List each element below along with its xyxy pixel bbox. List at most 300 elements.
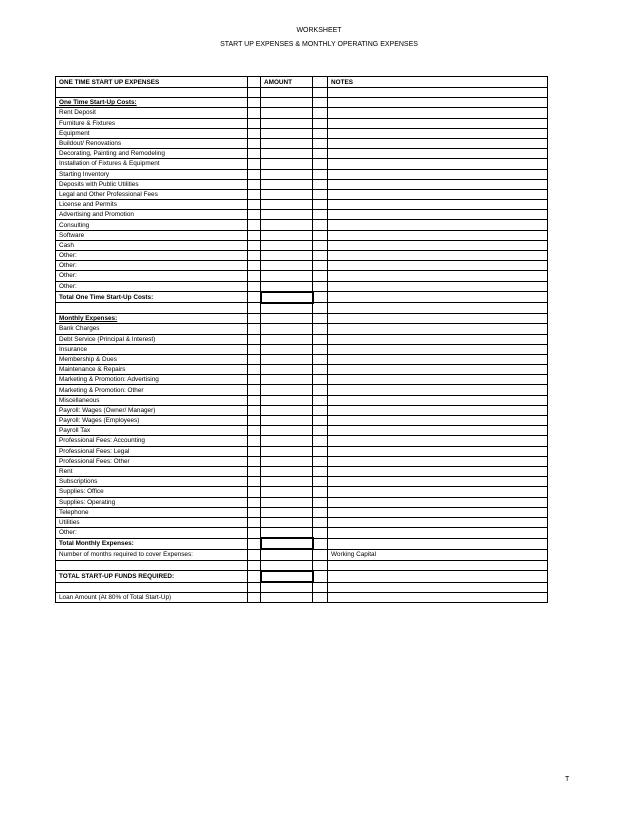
amount-cell[interactable] xyxy=(261,210,313,220)
notes-cell[interactable] xyxy=(328,271,548,281)
spacer-cell xyxy=(313,466,328,476)
row-label: One Time Start-Up Costs: xyxy=(56,98,248,108)
spacer-cell xyxy=(313,281,328,292)
row-label: Marketing & Promotion: Other xyxy=(56,385,248,395)
table-row xyxy=(56,528,548,539)
row-label: Loan Amount (At 80% of Total Start-Up) xyxy=(56,593,248,603)
amount-cell[interactable] xyxy=(261,189,313,199)
spacer-cell xyxy=(248,179,261,189)
spacer-cell xyxy=(248,292,261,303)
amount-cell[interactable] xyxy=(261,230,313,240)
notes-cell[interactable] xyxy=(328,571,548,582)
table-row xyxy=(56,108,548,118)
row-label: Professional Fees: Other xyxy=(56,456,248,466)
notes-cell[interactable] xyxy=(328,230,548,240)
table-row xyxy=(56,456,548,466)
spacer-cell xyxy=(313,303,328,314)
amount-cell[interactable] xyxy=(261,261,313,271)
row-label: Membership & Dues xyxy=(56,354,248,364)
spacer-cell xyxy=(313,497,328,507)
amount-cell[interactable] xyxy=(261,582,313,593)
table-row xyxy=(56,436,548,446)
spacer-cell xyxy=(248,405,261,415)
spacer-cell xyxy=(313,487,328,497)
spacer-cell xyxy=(248,240,261,250)
table-row xyxy=(56,426,548,436)
notes-cell[interactable] xyxy=(328,528,548,539)
table-row xyxy=(56,571,548,582)
spacer-cell xyxy=(313,98,328,108)
spacer-cell xyxy=(313,138,328,148)
amount-cell[interactable] xyxy=(261,314,313,324)
row-label: Bank Charges xyxy=(56,324,248,334)
table-row xyxy=(56,271,548,281)
amount-cell[interactable] xyxy=(261,560,313,571)
spacer-cell xyxy=(313,538,328,549)
row-label: Telephone xyxy=(56,507,248,517)
row-label: Supplies: Office xyxy=(56,487,248,497)
table-row xyxy=(56,220,548,230)
row-label: Number of months required to cover Expenses: xyxy=(56,549,248,560)
spacer-cell xyxy=(313,261,328,271)
notes-cell[interactable] xyxy=(328,303,548,314)
table-row xyxy=(56,497,548,507)
spacer-cell xyxy=(248,220,261,230)
notes-cell[interactable] xyxy=(328,497,548,507)
table-row xyxy=(56,354,548,364)
table-row xyxy=(56,118,548,128)
amount-cell[interactable] xyxy=(261,497,313,507)
table-row xyxy=(56,149,548,159)
amount-cell[interactable] xyxy=(261,220,313,230)
spacer-cell xyxy=(313,200,328,210)
amount-cell[interactable] xyxy=(261,395,313,405)
spacer-cell xyxy=(248,466,261,476)
spacer-cell xyxy=(313,179,328,189)
row-label: TOTAL START-UP FUNDS REQUIRED: xyxy=(56,571,248,582)
spacer-cell xyxy=(248,169,261,179)
amount-cell[interactable] xyxy=(261,405,313,415)
table-row xyxy=(56,159,548,169)
table-row xyxy=(56,582,548,593)
spacer-cell xyxy=(248,517,261,527)
row-label xyxy=(56,303,248,314)
spacer-cell xyxy=(248,324,261,334)
spacer-cell xyxy=(313,77,328,88)
spacer-cell xyxy=(313,405,328,415)
spacer-cell xyxy=(248,98,261,108)
amount-cell[interactable] xyxy=(261,281,313,292)
spacer-cell xyxy=(313,571,328,582)
amount-cell[interactable] xyxy=(261,517,313,527)
spacer-cell xyxy=(313,108,328,118)
worksheet-title: WORKSHEET xyxy=(296,27,342,34)
notes-cell[interactable] xyxy=(328,281,548,292)
row-label: Miscellaneous xyxy=(56,395,248,405)
row-label: Equipment xyxy=(56,128,248,138)
spacer-cell xyxy=(248,477,261,487)
spacer-cell xyxy=(313,118,328,128)
row-label: Other: xyxy=(56,528,248,539)
amount-cell[interactable] xyxy=(261,98,313,108)
spacer-cell xyxy=(248,456,261,466)
notes-cell[interactable] xyxy=(328,477,548,487)
spacer-cell xyxy=(248,281,261,292)
spacer-cell xyxy=(313,477,328,487)
table-row xyxy=(56,324,548,334)
spacer-cell xyxy=(248,593,261,603)
spacer-cell xyxy=(248,149,261,159)
spacer-cell xyxy=(248,200,261,210)
spacer-cell xyxy=(313,334,328,344)
notes-cell[interactable] xyxy=(328,200,548,210)
spacer-cell xyxy=(248,416,261,426)
notes-cell[interactable] xyxy=(328,292,548,303)
row-label: Subscriptions xyxy=(56,477,248,487)
amount-cell[interactable] xyxy=(261,549,313,560)
spacer-cell xyxy=(313,159,328,169)
row-label: Insurance xyxy=(56,344,248,354)
row-label: Payroll: Wages (Employees) xyxy=(56,416,248,426)
table-row xyxy=(56,303,548,314)
row-label: Debt Service (Principal & Interest) xyxy=(56,334,248,344)
notes-cell[interactable] xyxy=(328,395,548,405)
spacer-cell xyxy=(313,528,328,539)
spacer-cell xyxy=(248,108,261,118)
row-label: Deposits with Public Utilities xyxy=(56,179,248,189)
spacer-cell xyxy=(248,507,261,517)
amount-cell[interactable] xyxy=(261,303,313,314)
spacer-cell xyxy=(248,77,261,88)
notes-cell[interactable] xyxy=(328,138,548,148)
spacer-cell xyxy=(313,251,328,261)
column-header-notes: NOTES xyxy=(328,77,548,88)
notes-cell[interactable] xyxy=(328,189,548,199)
spacer-cell xyxy=(248,210,261,220)
row-label: Advertising and Promotion xyxy=(56,210,248,220)
spacer-cell xyxy=(248,487,261,497)
table-row xyxy=(56,200,548,210)
notes-cell[interactable] xyxy=(328,169,548,179)
row-label: Professional Fees: Accounting xyxy=(56,436,248,446)
amount-cell[interactable] xyxy=(261,128,313,138)
amount-cell[interactable] xyxy=(261,138,313,148)
spacer-cell xyxy=(248,560,261,571)
row-label: Starting Inventory xyxy=(56,169,248,179)
column-header-label: ONE TIME START UP EXPENSES xyxy=(56,77,248,88)
total-amount-cell[interactable] xyxy=(261,571,313,582)
row-label: License and Permits xyxy=(56,200,248,210)
notes-cell[interactable] xyxy=(328,426,548,436)
notes-cell[interactable] xyxy=(328,365,548,375)
notes-cell[interactable] xyxy=(328,108,548,118)
notes-cell[interactable] xyxy=(328,538,548,549)
table-row xyxy=(56,281,548,292)
table-row xyxy=(56,240,548,250)
row-label: Supplies: Operating xyxy=(56,497,248,507)
table-row xyxy=(56,517,548,527)
total-amount-cell[interactable] xyxy=(261,292,313,303)
spacer-cell xyxy=(248,251,261,261)
amount-cell[interactable] xyxy=(261,354,313,364)
spacer-cell xyxy=(248,314,261,324)
amount-cell[interactable] xyxy=(261,240,313,250)
spacer-cell xyxy=(313,271,328,281)
table-row xyxy=(56,88,548,98)
table-row xyxy=(56,385,548,395)
notes-cell[interactable] xyxy=(328,582,548,593)
notes-cell[interactable] xyxy=(328,240,548,250)
row-label xyxy=(56,582,248,593)
spacer-cell xyxy=(313,582,328,593)
spacer-cell xyxy=(248,549,261,560)
amount-cell[interactable] xyxy=(261,334,313,344)
row-label: Utilities xyxy=(56,517,248,527)
spacer-cell xyxy=(313,426,328,436)
table-row xyxy=(56,375,548,385)
table-row xyxy=(56,477,548,487)
amount-cell[interactable] xyxy=(261,593,313,603)
spacer-cell xyxy=(313,593,328,603)
amount-cell[interactable] xyxy=(261,200,313,210)
table-row xyxy=(56,405,548,415)
notes-cell[interactable] xyxy=(328,385,548,395)
amount-cell[interactable] xyxy=(261,528,313,539)
table-row xyxy=(56,189,548,199)
table-row xyxy=(56,365,548,375)
spacer-cell xyxy=(313,385,328,395)
row-label: Legal and Other Professional Fees xyxy=(56,189,248,199)
table-row xyxy=(56,314,548,324)
row-label: Other: xyxy=(56,281,248,292)
row-label: Other: xyxy=(56,261,248,271)
spacer-cell xyxy=(313,436,328,446)
amount-cell[interactable] xyxy=(261,456,313,466)
row-label: Total One Time Start-Up Costs: xyxy=(56,292,248,303)
table-row xyxy=(56,446,548,456)
amount-cell[interactable] xyxy=(261,88,313,98)
table-row xyxy=(56,416,548,426)
spacer-cell xyxy=(248,528,261,539)
spacer-cell xyxy=(313,169,328,179)
spacer-cell xyxy=(313,189,328,199)
notes-cell[interactable] xyxy=(328,487,548,497)
expense-worksheet-table xyxy=(55,76,548,603)
notes-cell[interactable] xyxy=(328,220,548,230)
notes-cell[interactable] xyxy=(328,159,548,169)
row-label xyxy=(56,88,248,98)
row-label: Rent xyxy=(56,466,248,476)
notes-cell[interactable] xyxy=(328,405,548,415)
table-row xyxy=(56,549,548,560)
spacer-cell xyxy=(313,456,328,466)
table-row xyxy=(56,261,548,271)
table-row xyxy=(56,179,548,189)
spacer-cell xyxy=(313,230,328,240)
spacer-cell xyxy=(313,354,328,364)
table-row xyxy=(56,538,548,549)
spacer-cell xyxy=(313,240,328,250)
row-label: Monthly Expenses: xyxy=(56,314,248,324)
row-label: Other: xyxy=(56,271,248,281)
row-label: Professional Fees: Legal xyxy=(56,446,248,456)
spacer-cell xyxy=(313,560,328,571)
amount-cell[interactable] xyxy=(261,426,313,436)
amount-cell[interactable] xyxy=(261,507,313,517)
row-label: Payroll: Wages (Owner/ Manager) xyxy=(56,405,248,415)
amount-cell[interactable] xyxy=(261,344,313,354)
spacer-cell xyxy=(248,538,261,549)
notes-cell[interactable] xyxy=(328,261,548,271)
row-label: Payroll Tax xyxy=(56,426,248,436)
notes-cell[interactable] xyxy=(328,251,548,261)
spacer-cell xyxy=(248,128,261,138)
notes-cell[interactable] xyxy=(328,88,548,98)
table-row xyxy=(56,344,548,354)
notes-cell[interactable] xyxy=(328,98,548,108)
table-row xyxy=(56,98,548,108)
spacer-cell xyxy=(313,220,328,230)
spacer-cell xyxy=(248,385,261,395)
row-label: Maintenance & Repairs xyxy=(56,365,248,375)
spacer-cell xyxy=(313,365,328,375)
table-row xyxy=(56,251,548,261)
spacer-cell xyxy=(248,159,261,169)
row-label: Total Monthly Expenses: xyxy=(56,538,248,549)
amount-cell[interactable] xyxy=(261,436,313,446)
notes-cell[interactable] xyxy=(328,354,548,364)
spacer-cell xyxy=(248,189,261,199)
notes-cell[interactable] xyxy=(328,314,548,324)
amount-cell[interactable] xyxy=(261,118,313,128)
spacer-cell xyxy=(313,292,328,303)
spacer-cell xyxy=(313,395,328,405)
amount-cell[interactable] xyxy=(261,365,313,375)
row-label: Cash xyxy=(56,240,248,250)
notes-cell[interactable] xyxy=(328,149,548,159)
spacer-cell xyxy=(313,507,328,517)
notes-cell[interactable] xyxy=(328,375,548,385)
spacer-cell xyxy=(313,128,328,138)
spacer-cell xyxy=(248,365,261,375)
notes-cell[interactable] xyxy=(328,593,548,603)
spacer-cell xyxy=(313,149,328,159)
notes-cell[interactable] xyxy=(328,118,548,128)
spacer-cell xyxy=(248,88,261,98)
table-row xyxy=(56,128,548,138)
row-label: Furniture & Fixtures xyxy=(56,118,248,128)
spacer-cell xyxy=(248,395,261,405)
amount-cell[interactable] xyxy=(261,179,313,189)
spacer-cell xyxy=(313,314,328,324)
spacer-cell xyxy=(248,571,261,582)
page-mark: T xyxy=(565,776,570,783)
table-row xyxy=(56,138,548,148)
table-row xyxy=(56,560,548,571)
amount-cell[interactable] xyxy=(261,159,313,169)
table-row xyxy=(56,334,548,344)
table-row xyxy=(56,169,548,179)
amount-cell[interactable] xyxy=(261,375,313,385)
spacer-cell xyxy=(313,549,328,560)
notes-cell[interactable] xyxy=(328,560,548,571)
table-header-row xyxy=(56,77,548,88)
notes-cell[interactable] xyxy=(328,334,548,344)
table-row xyxy=(56,230,548,240)
amount-cell[interactable] xyxy=(261,324,313,334)
amount-cell[interactable] xyxy=(261,416,313,426)
spacer-cell xyxy=(248,354,261,364)
spacer-cell xyxy=(248,334,261,344)
table-row xyxy=(56,466,548,476)
spacer-cell xyxy=(248,261,261,271)
amount-cell[interactable] xyxy=(261,108,313,118)
amount-cell[interactable] xyxy=(261,169,313,179)
amount-cell[interactable] xyxy=(261,446,313,456)
spacer-cell xyxy=(248,446,261,456)
notes-cell[interactable] xyxy=(328,128,548,138)
amount-cell[interactable] xyxy=(261,251,313,261)
row-label: Other: xyxy=(56,251,248,261)
table-row xyxy=(56,487,548,497)
notes-cell[interactable] xyxy=(328,179,548,189)
row-label: Installation of Fixtures & Equipment xyxy=(56,159,248,169)
notes-cell[interactable] xyxy=(328,210,548,220)
spacer-cell xyxy=(248,497,261,507)
notes-cell[interactable] xyxy=(328,436,548,446)
table-row xyxy=(56,292,548,303)
notes-cell[interactable] xyxy=(328,456,548,466)
notes-cell[interactable] xyxy=(328,416,548,426)
row-label: Buildout/ Renovations xyxy=(56,138,248,148)
notes-cell[interactable] xyxy=(328,324,548,334)
row-label: Decorating, Painting and Remodeling xyxy=(56,149,248,159)
notes-cell[interactable] xyxy=(328,466,548,476)
table-row xyxy=(56,593,548,603)
notes-cell[interactable]: Working Capital xyxy=(328,549,548,560)
spacer-cell xyxy=(248,426,261,436)
spacer-cell xyxy=(248,118,261,128)
notes-cell[interactable] xyxy=(328,446,548,456)
amount-cell[interactable] xyxy=(261,149,313,159)
row-label: Rent Deposit xyxy=(56,108,248,118)
row-label: Consulting xyxy=(56,220,248,230)
table-row xyxy=(56,507,548,517)
amount-cell[interactable] xyxy=(261,271,313,281)
spacer-cell xyxy=(248,271,261,281)
row-label xyxy=(56,560,248,571)
table-row xyxy=(56,395,548,405)
row-label: Marketing & Promotion: Advertising xyxy=(56,375,248,385)
spacer-cell xyxy=(313,88,328,98)
amount-cell[interactable] xyxy=(261,477,313,487)
spacer-cell xyxy=(313,344,328,354)
notes-cell[interactable] xyxy=(328,517,548,527)
total-amount-cell[interactable] xyxy=(261,538,313,549)
spacer-cell xyxy=(248,582,261,593)
spacer-cell xyxy=(248,344,261,354)
row-label: Software xyxy=(56,230,248,240)
spacer-cell xyxy=(248,375,261,385)
notes-cell[interactable] xyxy=(328,344,548,354)
amount-cell[interactable] xyxy=(261,385,313,395)
spacer-cell xyxy=(248,436,261,446)
amount-cell[interactable] xyxy=(261,487,313,497)
notes-cell[interactable] xyxy=(328,507,548,517)
amount-cell[interactable] xyxy=(261,466,313,476)
spacer-cell xyxy=(313,210,328,220)
spacer-cell xyxy=(313,416,328,426)
